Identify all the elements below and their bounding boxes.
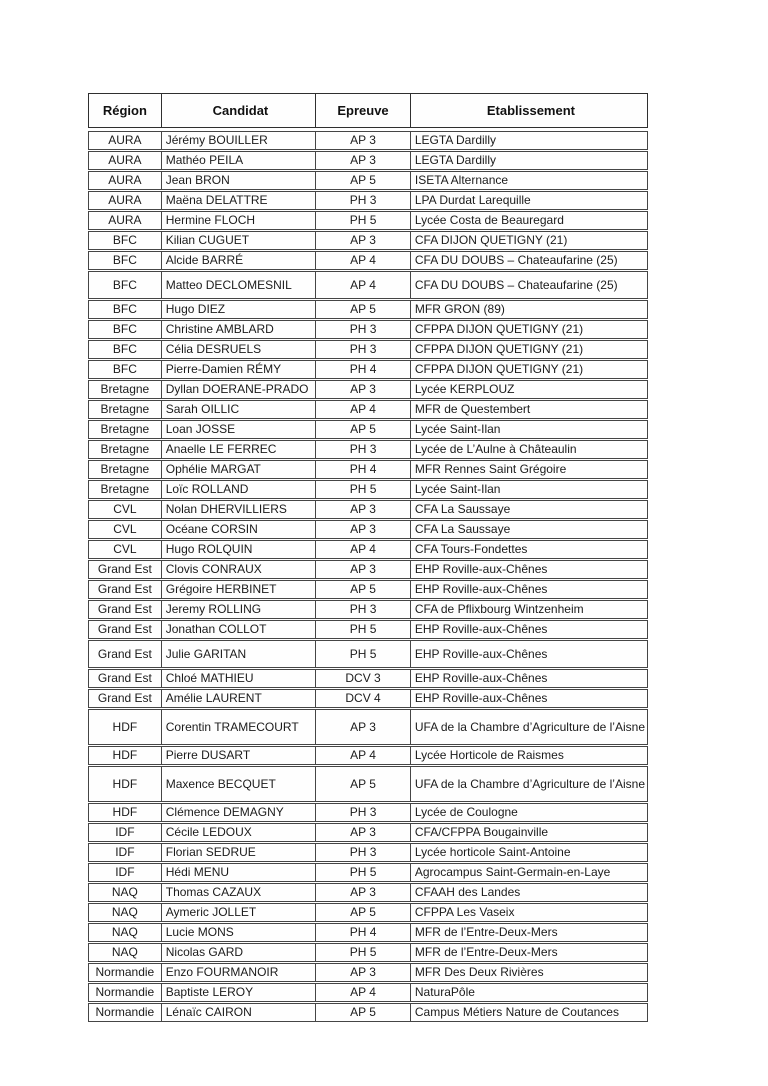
cell-region: BFC — [112, 342, 137, 356]
cell-region: AURA — [108, 153, 142, 167]
table-row — [88, 300, 648, 319]
cell-etablissement: CFA La Saussaye — [410, 521, 647, 538]
table-row — [88, 360, 648, 379]
cell-region: Normandie — [95, 965, 155, 979]
cell-candidat: Julie GARITAN — [161, 641, 315, 667]
cell-candidat: Hugo DIEZ — [161, 301, 315, 318]
cell-epreuve: AP 3 — [315, 381, 410, 398]
cell-region: IDF — [115, 865, 135, 879]
cell-epreuve: PH 3 — [315, 601, 410, 618]
cell-etablissement: EHP Roville-aux-Chênes — [410, 690, 647, 707]
table-row — [88, 843, 648, 862]
cell-epreuve: AP 3 — [315, 824, 410, 841]
cell-candidat: Enzo FOURMANOIR — [161, 964, 315, 981]
table-row — [88, 983, 648, 1002]
cell-candidat: Mathéo PEILA — [161, 152, 315, 169]
cell-epreuve: AP 3 — [315, 521, 410, 538]
cell-region: Bretagne — [100, 402, 150, 416]
table-row — [88, 151, 648, 170]
table-row — [88, 600, 648, 619]
cell-etablissement: CFA La Saussaye — [410, 501, 647, 518]
cell-etablissement: Lycée Costa de Beauregard — [410, 212, 647, 229]
cell-region: Normandie — [95, 985, 155, 999]
table-row — [88, 863, 648, 882]
cell-region: Grand Est — [97, 671, 152, 685]
cell-epreuve: AP 5 — [315, 172, 410, 189]
table-row — [88, 271, 648, 299]
cell-etablissement: LEGTA Dardilly — [410, 152, 647, 169]
table-row — [88, 746, 648, 765]
cell-region: Bretagne — [100, 482, 150, 496]
cell-candidat: Alcide BARRÉ — [161, 252, 315, 269]
cell-candidat: Lucie MONS — [161, 924, 315, 941]
cell-etablissement: NaturaPôle — [410, 984, 647, 1001]
cell-region: Grand Est — [97, 622, 152, 636]
table-row — [88, 540, 648, 559]
cell-epreuve: PH 3 — [315, 192, 410, 209]
table-body — [88, 131, 648, 1022]
table-row — [88, 640, 648, 668]
cell-etablissement: EHP Roville-aux-Chênes — [410, 561, 647, 578]
cell-etablissement: CFPPA DIJON QUETIGNY (21) — [410, 321, 647, 338]
cell-candidat: Dyllan DOERANE-PRADO — [161, 381, 315, 398]
cell-candidat: Clovis CONRAUX — [161, 561, 315, 578]
cell-epreuve: AP 4 — [315, 747, 410, 764]
table-row — [88, 1003, 648, 1022]
cell-candidat: Christine AMBLARD — [161, 321, 315, 338]
cell-candidat: Baptiste LEROY — [161, 984, 315, 1001]
cell-region: BFC — [112, 253, 137, 267]
cell-region: NAQ — [111, 925, 138, 939]
cell-epreuve: AP 3 — [315, 132, 410, 149]
cell-etablissement: CFPPA DIJON QUETIGNY (21) — [410, 341, 647, 358]
cell-region: BFC — [112, 322, 137, 336]
cell-epreuve: PH 3 — [315, 341, 410, 358]
table-row — [88, 580, 648, 599]
cell-region: HDF — [112, 719, 138, 734]
cell-epreuve: AP 3 — [315, 561, 410, 578]
cell-region: HDF — [112, 776, 138, 791]
table-row — [88, 480, 648, 499]
cell-candidat: Amélie LAURENT — [161, 690, 315, 707]
cell-etablissement: CFA DU DOUBS – Chateaufarine (25) — [410, 252, 647, 269]
cell-epreuve: PH 4 — [315, 924, 410, 941]
cell-region: IDF — [115, 845, 135, 859]
cell-region: CVL — [113, 502, 137, 516]
cell-candidat: Aymeric JOLLET — [161, 904, 315, 921]
table-row — [88, 191, 648, 210]
column-header-candidat: Candidat — [161, 94, 315, 127]
cell-candidat: Jérémy BOUILLER — [161, 132, 315, 149]
table-row — [88, 440, 648, 459]
cell-epreuve: PH 4 — [315, 461, 410, 478]
cell-region: BFC — [112, 362, 137, 376]
cell-epreuve: AP 5 — [315, 421, 410, 438]
table-row — [88, 520, 648, 539]
table-row — [88, 460, 648, 479]
cell-etablissement: CFA/CFPPA Bougainville — [410, 824, 647, 841]
cell-candidat: Hugo ROLQUIN — [161, 541, 315, 558]
cell-candidat: Maëna DELATTRE — [161, 192, 315, 209]
cell-etablissement: EHP Roville-aux-Chênes — [410, 621, 647, 638]
cell-epreuve: AP 4 — [315, 984, 410, 1001]
cell-region: Grand Est — [97, 562, 152, 576]
cell-candidat: Clémence DEMAGNY — [161, 804, 315, 821]
cell-candidat: Pierre DUSART — [161, 747, 315, 764]
cell-epreuve: AP 5 — [315, 767, 410, 801]
table-row — [88, 231, 648, 250]
cell-etablissement: MFR GRON (89) — [410, 301, 647, 318]
cell-region: AURA — [108, 173, 142, 187]
cell-etablissement: CFA Tours-Fondettes — [410, 541, 647, 558]
cell-region: CVL — [113, 522, 137, 536]
cell-etablissement: EHP Roville-aux-Chênes — [410, 641, 647, 667]
cell-epreuve: PH 3 — [315, 844, 410, 861]
cell-candidat: Jean BRON — [161, 172, 315, 189]
cell-etablissement: Lycée horticole Saint-Antoine — [410, 844, 647, 861]
table-row — [88, 709, 648, 745]
table-row — [88, 500, 648, 519]
cell-candidat: Grégoire HERBINET — [161, 581, 315, 598]
cell-etablissement: Lycée KERPLOUZ — [410, 381, 647, 398]
column-header-etablissement: Etablissement — [410, 94, 647, 127]
cell-region: Bretagne — [100, 462, 150, 476]
cell-region: NAQ — [111, 905, 138, 919]
cell-etablissement: CFPPA Les Vaseix — [410, 904, 647, 921]
cell-region: BFC — [112, 233, 137, 247]
cell-candidat: Sarah OILLIC — [161, 401, 315, 418]
cell-etablissement: CFPPA DIJON QUETIGNY (21) — [410, 361, 647, 378]
cell-etablissement: Campus Métiers Nature de Coutances — [410, 1004, 647, 1021]
table-row — [88, 669, 648, 688]
cell-region: Bretagne — [100, 382, 150, 396]
cell-region: HDF — [112, 748, 138, 762]
cell-candidat: Loan JOSSE — [161, 421, 315, 438]
cell-region: Normandie — [95, 1005, 155, 1019]
cell-epreuve: PH 4 — [315, 361, 410, 378]
cell-region: Bretagne — [100, 442, 150, 456]
table-row — [88, 923, 648, 942]
cell-etablissement: UFA de la Chambre d’Agriculture de l’Aisne — [410, 710, 647, 744]
cell-candidat: Cécile LEDOUX — [161, 824, 315, 841]
cell-epreuve: AP 4 — [315, 252, 410, 269]
cell-etablissement: Agrocampus Saint-Germain-en-Laye — [410, 864, 647, 881]
cell-candidat: Hermine FLOCH — [161, 212, 315, 229]
cell-candidat: Nolan DHERVILLIERS — [161, 501, 315, 518]
cell-candidat: Ophélie MARGAT — [161, 461, 315, 478]
cell-candidat: Jeremy ROLLING — [161, 601, 315, 618]
cell-epreuve: PH 5 — [315, 481, 410, 498]
cell-candidat: Océane CORSIN — [161, 521, 315, 538]
table-row — [88, 251, 648, 270]
cell-epreuve: AP 4 — [315, 272, 410, 298]
cell-epreuve: PH 5 — [315, 864, 410, 881]
cell-epreuve: AP 3 — [315, 710, 410, 744]
cell-epreuve: PH 3 — [315, 321, 410, 338]
table-row — [88, 883, 648, 902]
cell-etablissement: Lycée de L’Aulne à Châteaulin — [410, 441, 647, 458]
cell-etablissement: MFR de Questembert — [410, 401, 647, 418]
cell-candidat: Corentin TRAMECOURT — [161, 710, 315, 744]
table-row — [88, 340, 648, 359]
cell-candidat: Thomas CAZAUX — [161, 884, 315, 901]
cell-epreuve: PH 5 — [315, 212, 410, 229]
cell-etablissement: Lycée Saint-Ilan — [410, 421, 647, 438]
cell-candidat: Loïc ROLLAND — [161, 481, 315, 498]
cell-candidat: Anaelle LE FERREC — [161, 441, 315, 458]
cell-candidat: Florian SEDRUE — [161, 844, 315, 861]
cell-epreuve: AP 3 — [315, 152, 410, 169]
table-row — [88, 766, 648, 802]
cell-etablissement: EHP Roville-aux-Chênes — [410, 670, 647, 687]
candidates-table — [88, 93, 648, 1022]
cell-epreuve: PH 5 — [315, 641, 410, 667]
table-row — [88, 963, 648, 982]
cell-etablissement: LPA Durdat Larequille — [410, 192, 647, 209]
cell-region: HDF — [112, 805, 138, 819]
cell-etablissement: MFR Des Deux Rivières — [410, 964, 647, 981]
table-row — [88, 320, 648, 339]
cell-candidat: Lénaïc CAIRON — [161, 1004, 315, 1021]
cell-epreuve: DCV 4 — [315, 690, 410, 707]
cell-epreuve: AP 5 — [315, 581, 410, 598]
table-row — [88, 903, 648, 922]
cell-candidat: Matteo DECLOMESNIL — [161, 272, 315, 298]
cell-epreuve: AP 5 — [315, 301, 410, 318]
cell-etablissement: Lycée Saint-Ilan — [410, 481, 647, 498]
cell-etablissement: CFA DU DOUBS – Chateaufarine (25) — [410, 272, 647, 298]
table-row — [88, 211, 648, 230]
cell-epreuve: AP 4 — [315, 541, 410, 558]
cell-region: AURA — [108, 133, 142, 147]
cell-candidat: Pierre-Damien RÉMY — [161, 361, 315, 378]
cell-epreuve: AP 4 — [315, 401, 410, 418]
cell-epreuve: AP 3 — [315, 232, 410, 249]
cell-etablissement: Lycée de Coulogne — [410, 804, 647, 821]
cell-region: Grand Est — [97, 646, 152, 661]
cell-candidat: Nicolas GARD — [161, 944, 315, 961]
cell-etablissement: UFA de la Chambre d’Agriculture de l’Aisne — [410, 767, 647, 801]
table-row — [88, 380, 648, 399]
table-row — [88, 171, 648, 190]
table-row — [88, 131, 648, 150]
cell-epreuve: AP 3 — [315, 884, 410, 901]
cell-candidat: Jonathan COLLOT — [161, 621, 315, 638]
cell-etablissement: CFAAH des Landes — [410, 884, 647, 901]
cell-epreuve: PH 3 — [315, 804, 410, 821]
table-row — [88, 803, 648, 822]
cell-candidat: Kilian CUGUET — [161, 232, 315, 249]
table-row — [88, 400, 648, 419]
column-header-epreuve: Epreuve — [315, 94, 410, 127]
cell-etablissement: CFA DIJON QUETIGNY (21) — [410, 232, 647, 249]
table-row — [88, 943, 648, 962]
cell-etablissement: EHP Roville-aux-Chênes — [410, 581, 647, 598]
cell-region: NAQ — [111, 945, 138, 959]
cell-epreuve: AP 5 — [315, 1004, 410, 1021]
cell-etablissement: LEGTA Dardilly — [410, 132, 647, 149]
cell-etablissement: Lycée Horticole de Raismes — [410, 747, 647, 764]
cell-region: Bretagne — [100, 422, 150, 436]
table-header-row — [88, 93, 648, 128]
cell-candidat: Maxence BECQUET — [161, 767, 315, 801]
cell-epreuve: DCV 3 — [315, 670, 410, 687]
cell-etablissement: ISETA Alternance — [410, 172, 647, 189]
cell-candidat: Hédi MENU — [161, 864, 315, 881]
cell-candidat: Chloé MATHIEU — [161, 670, 315, 687]
cell-etablissement: CFA de Pflixbourg Wintzenheim — [410, 601, 647, 618]
table-row — [88, 689, 648, 708]
cell-region: BFC — [112, 277, 137, 292]
cell-region: BFC — [112, 302, 137, 316]
cell-region: Grand Est — [97, 691, 152, 705]
cell-etablissement: MFR Rennes Saint Grégoire — [410, 461, 647, 478]
cell-epreuve: AP 3 — [315, 964, 410, 981]
cell-epreuve: PH 3 — [315, 441, 410, 458]
cell-epreuve: AP 5 — [315, 904, 410, 921]
cell-candidat: Célia DESRUELS — [161, 341, 315, 358]
table-row — [88, 823, 648, 842]
table-row — [88, 620, 648, 639]
table-row — [88, 560, 648, 579]
cell-region: Grand Est — [97, 582, 152, 596]
cell-epreuve: AP 3 — [315, 501, 410, 518]
cell-etablissement: MFR de l’Entre-Deux-Mers — [410, 924, 647, 941]
cell-region: Grand Est — [97, 602, 152, 616]
cell-region: AURA — [108, 213, 142, 227]
cell-etablissement: MFR de l’Entre-Deux-Mers — [410, 944, 647, 961]
cell-region: AURA — [108, 193, 142, 207]
table-row — [88, 420, 648, 439]
cell-region: IDF — [115, 825, 135, 839]
cell-epreuve: PH 5 — [315, 621, 410, 638]
column-header-region: Région — [102, 103, 147, 118]
cell-region: CVL — [113, 542, 137, 556]
cell-epreuve: PH 5 — [315, 944, 410, 961]
cell-region: NAQ — [111, 885, 138, 899]
